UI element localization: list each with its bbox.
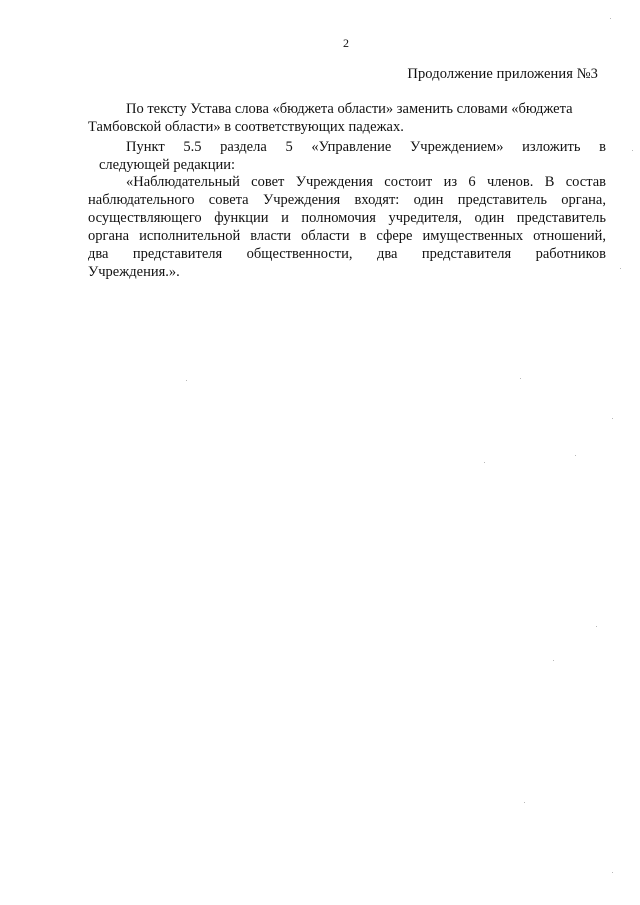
paragraph-line: По тексту Устава слова «бюджета области» заменить словами «бюджета — [126, 101, 573, 117]
scan-speck — [612, 418, 613, 419]
paragraph-budget-wording — [88, 100, 606, 136]
scan-speck — [632, 150, 633, 151]
scan-speck — [575, 455, 576, 456]
paragraph-line: Пункт 5.5 раздела 5 «Управление Учреждением» изложить в — [126, 139, 606, 155]
scan-speck — [553, 660, 554, 661]
paragraph-line: следующей редакции: — [99, 157, 236, 173]
paragraph-line: наблюдательного совета Учреждения входят: один представитель органа, — [88, 192, 606, 208]
paragraph-line: Тамбовской области» в соответствующих падежах. — [88, 119, 404, 135]
scan-speck — [620, 268, 621, 269]
scan-speck — [484, 462, 485, 463]
paragraph-line: органа исполнительной власти области в сфере имущественных отношений, — [88, 228, 606, 244]
scan-speck — [596, 626, 597, 627]
scan-speck — [520, 378, 521, 379]
appendix-continuation-note: Продолжение приложения №3 — [407, 66, 598, 82]
paragraph-supervisory-board — [88, 173, 606, 281]
scan-speck — [524, 802, 525, 803]
paragraph-line: Учреждения.». — [88, 264, 180, 280]
paragraph-line: «Наблюдательный совет Учреждения состоит из 6 членов. В состав — [126, 174, 606, 190]
paragraph-line: два представителя общественности, два представителя работников — [88, 246, 606, 262]
paragraph-line: осуществляющего функции и полномочия учредителя, один представитель — [88, 210, 606, 226]
scan-speck — [612, 872, 613, 873]
paragraph-clause-5-5 — [88, 138, 606, 174]
page-number: 2 — [343, 36, 349, 50]
scan-speck — [186, 380, 187, 381]
scan-speck — [610, 18, 611, 19]
